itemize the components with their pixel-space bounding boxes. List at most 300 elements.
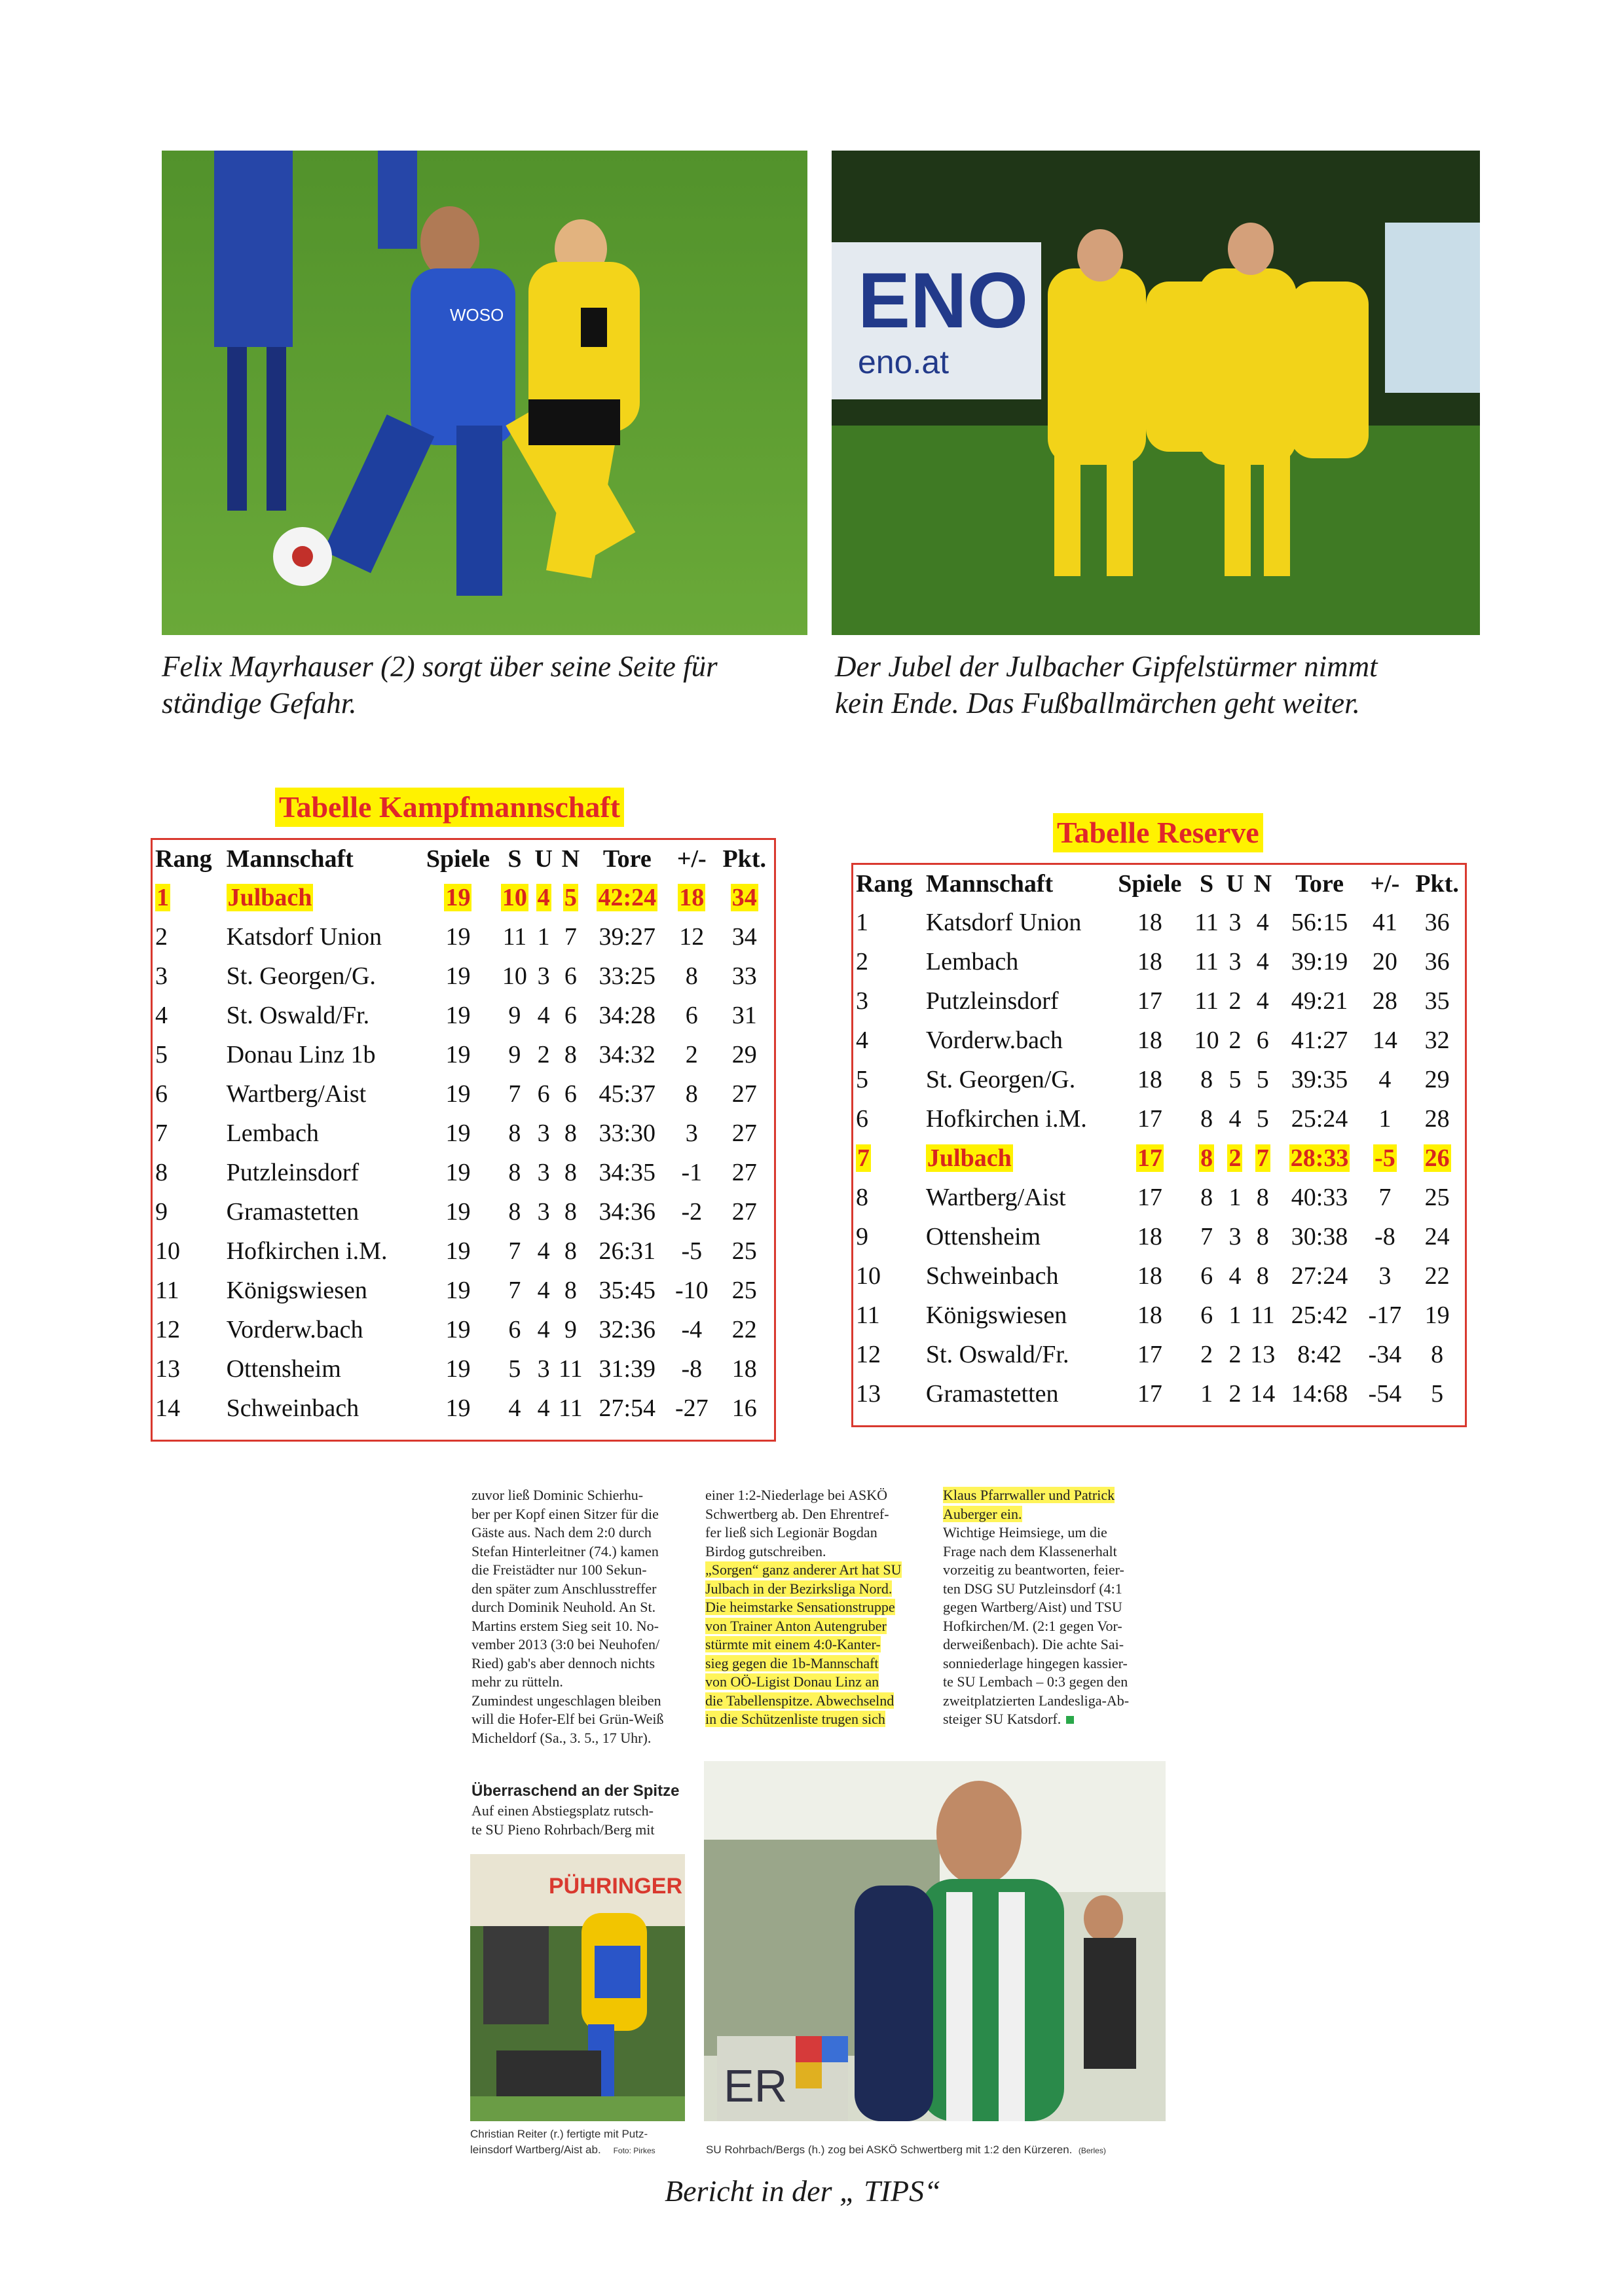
table-cell: 8 bbox=[685, 962, 698, 990]
table-cell: -2 bbox=[681, 1198, 703, 1226]
table-cell: 9 bbox=[564, 1316, 577, 1343]
column-header: S bbox=[1200, 870, 1214, 898]
table-cell: Wartberg/Aist bbox=[226, 1080, 367, 1108]
table-cell: -34 bbox=[1368, 1341, 1402, 1368]
table-cell: 7 bbox=[1256, 1144, 1269, 1172]
table-cell: 22 bbox=[731, 1316, 757, 1343]
table-cell: 32 bbox=[1424, 1027, 1450, 1054]
table-cell: 17 bbox=[1137, 1144, 1162, 1172]
table-cell: 2 bbox=[1228, 1144, 1242, 1172]
table-cell: 40:33 bbox=[1291, 1184, 1348, 1211]
column-header: Pkt. bbox=[722, 845, 766, 873]
table-cell: 10 bbox=[1194, 1027, 1219, 1054]
table-cell: 19 bbox=[445, 923, 471, 951]
table-cell: 10 bbox=[502, 884, 527, 911]
table-cell: Wartberg/Aist bbox=[925, 1184, 1066, 1211]
table-cell: 5 bbox=[508, 1355, 521, 1383]
table-cell: 8 bbox=[564, 1277, 577, 1304]
table-cell: Julbach bbox=[227, 884, 312, 911]
reserve-table-title: Tabelle Reserve bbox=[1053, 813, 1263, 852]
table-cell: 34:35 bbox=[599, 1159, 656, 1186]
table-row bbox=[853, 1099, 1465, 1139]
table-cell: 3 bbox=[1378, 1262, 1392, 1290]
table-row bbox=[853, 903, 1465, 942]
table-cell: 1 bbox=[1200, 1380, 1213, 1408]
table-cell: 20 bbox=[1372, 948, 1397, 975]
table-cell: 2 bbox=[537, 1041, 550, 1068]
table-cell: 30:38 bbox=[1291, 1223, 1348, 1250]
table-cell: Putzleinsdorf bbox=[226, 1159, 360, 1186]
table-cell: 5 bbox=[155, 1041, 168, 1068]
table-cell: 8 bbox=[685, 1080, 698, 1108]
table-cell: 11 bbox=[559, 1355, 583, 1383]
table-cell: 5 bbox=[856, 1066, 868, 1093]
clip-line: Julbach in der Bezirksliga Nord. bbox=[705, 1580, 893, 1597]
clip-line: Schwertberg ab. Den Ehrentref- bbox=[705, 1505, 889, 1522]
clip-line: gegen Wartberg/Aist) und TSU bbox=[943, 1599, 1122, 1615]
table-cell: 6 bbox=[1200, 1262, 1213, 1290]
caption-line: Christian Reiter (r.) fertigte mit Putz- bbox=[470, 2128, 648, 2140]
clip-line: sonniederlage hingegen kassier- bbox=[943, 1654, 1128, 1671]
table-row bbox=[153, 1310, 774, 1349]
table-cell: -8 bbox=[681, 1355, 703, 1383]
table-cell: 25:24 bbox=[1291, 1105, 1348, 1133]
table-cell: 8 bbox=[564, 1237, 577, 1265]
table-cell: 4 bbox=[1228, 1105, 1242, 1133]
table-cell: 6 bbox=[564, 962, 577, 990]
table-cell: 11 bbox=[502, 923, 527, 951]
table-cell: 18 bbox=[1137, 1302, 1162, 1329]
table-cell: 2 bbox=[856, 948, 868, 975]
table-cell: 16 bbox=[731, 1394, 757, 1422]
photo-caption-right bbox=[835, 648, 1378, 721]
clip-line: steiger SU Katsdorf. bbox=[943, 1710, 1166, 1729]
table-cell: 3 bbox=[856, 987, 868, 1015]
table-cell: 8 bbox=[1200, 1184, 1213, 1211]
table-cell: 3 bbox=[685, 1120, 698, 1147]
table-cell: 28 bbox=[1372, 987, 1397, 1015]
table-cell: 24 bbox=[1424, 1223, 1450, 1250]
table-cell: 19 bbox=[445, 1159, 471, 1186]
table-cell: 7 bbox=[508, 1277, 521, 1304]
table-cell: 14 bbox=[1250, 1380, 1276, 1408]
clip-sign-text: ER bbox=[724, 2060, 788, 2111]
table-cell: 1 bbox=[1228, 1302, 1242, 1329]
table-cell: 8 bbox=[1200, 1105, 1213, 1133]
table-cell: 3 bbox=[537, 962, 550, 990]
table-row bbox=[853, 981, 1465, 1021]
table-cell: 3 bbox=[537, 1159, 550, 1186]
clip-line: Die heimstarke Sensationstruppe bbox=[705, 1599, 895, 1615]
table-cell: 1 bbox=[537, 923, 550, 951]
table-cell: 2 bbox=[1228, 987, 1242, 1015]
table-cell: 10 bbox=[502, 962, 527, 990]
table-cell: 8 bbox=[508, 1120, 521, 1147]
table-cell: 18 bbox=[1137, 909, 1162, 936]
table-cell: 11 bbox=[856, 1302, 880, 1329]
table-cell: Julbach bbox=[927, 1144, 1012, 1172]
table-cell: 19 bbox=[445, 1316, 471, 1343]
table-cell: 13 bbox=[856, 1380, 881, 1408]
table-cell: 4 bbox=[508, 1394, 521, 1422]
table-cell: 19 bbox=[445, 1355, 471, 1383]
table-row bbox=[153, 1074, 774, 1114]
clip-column-1 bbox=[471, 1486, 693, 1747]
table-cell: 2 bbox=[1228, 1380, 1242, 1408]
table-cell: 45:37 bbox=[599, 1080, 656, 1108]
table-cell: 5 bbox=[1431, 1380, 1444, 1408]
clip-line: Auberger ein. bbox=[943, 1505, 1022, 1522]
table-cell: 34:32 bbox=[599, 1041, 656, 1068]
table-cell: 6 bbox=[685, 1002, 698, 1029]
column-header: N bbox=[1253, 870, 1272, 898]
table-cell: 9 bbox=[856, 1223, 868, 1250]
table-cell: -4 bbox=[681, 1316, 703, 1343]
table-cell: 31 bbox=[731, 1002, 757, 1029]
table-cell: Ottensheim bbox=[226, 1355, 341, 1383]
table-cell: 17 bbox=[1137, 1341, 1162, 1368]
table-cell: -54 bbox=[1368, 1380, 1402, 1408]
table-cell: 27:54 bbox=[599, 1394, 656, 1422]
table-cell: 8 bbox=[1431, 1341, 1444, 1368]
table-cell: 6 bbox=[564, 1002, 577, 1029]
table-cell: 1 bbox=[157, 884, 169, 911]
column-header: Rang bbox=[155, 845, 212, 873]
table-row bbox=[153, 878, 774, 917]
clip-line: Stefan Hinterleitner (74.) kamen bbox=[471, 1542, 659, 1559]
clip-banner-text: PÜHRINGER bbox=[549, 1874, 683, 1899]
table-row bbox=[153, 917, 774, 957]
clip-line: Klaus Pfarrwaller und Patrick bbox=[943, 1487, 1115, 1503]
table-cell: Königswiesen bbox=[226, 1277, 367, 1304]
table-cell: 4 bbox=[1256, 909, 1269, 936]
clip-line: „Sorgen“ ganz anderer Art hat SU bbox=[705, 1561, 902, 1578]
table-cell: Schweinbach bbox=[925, 1262, 1059, 1290]
column-header: U bbox=[1226, 870, 1244, 898]
table-cell: 8 bbox=[1256, 1223, 1269, 1250]
table-cell: Schweinbach bbox=[226, 1394, 360, 1422]
table-row bbox=[853, 1021, 1465, 1060]
clip-line: Ried) gab's aber dennoch nichts bbox=[471, 1654, 655, 1671]
table-cell: 7 bbox=[508, 1237, 521, 1265]
clip-photo2-caption bbox=[706, 2142, 1171, 2159]
table-cell: Putzleinsdorf bbox=[925, 987, 1059, 1015]
photo-celebration bbox=[832, 151, 1480, 635]
table-cell: 19 bbox=[445, 1120, 471, 1147]
kampf-table-header bbox=[153, 840, 774, 878]
table-cell: 56:15 bbox=[1291, 909, 1348, 936]
table-row bbox=[853, 1374, 1465, 1413]
footer-source: Bericht in der „ TIPS“ bbox=[665, 2174, 941, 2208]
table-cell: 9 bbox=[155, 1198, 168, 1226]
clip-line: vorzeitig zu beantworten, feier- bbox=[943, 1561, 1124, 1578]
table-cell: 25 bbox=[731, 1277, 757, 1304]
clip-line: durch Dominik Neuhold. An St. bbox=[471, 1599, 656, 1615]
table-cell: 1 bbox=[1228, 1184, 1242, 1211]
clip-line: die Tabellenspitze. Abwechselnd bbox=[705, 1692, 895, 1709]
table-cell: 36 bbox=[1424, 948, 1450, 975]
table-row bbox=[853, 1296, 1465, 1335]
clip-line: will die Hofer-Elf bei Grün-Weiß bbox=[471, 1711, 664, 1727]
table-cell: 19 bbox=[445, 1237, 471, 1265]
table-cell: 6 bbox=[1200, 1302, 1213, 1329]
table-cell: 6 bbox=[537, 1080, 550, 1108]
table-cell: 18 bbox=[731, 1355, 757, 1383]
table-cell: 2 bbox=[685, 1041, 698, 1068]
table-row bbox=[853, 1335, 1465, 1374]
clip-line: te SU Lembach – 0:3 gegen den bbox=[943, 1673, 1128, 1690]
table-cell: 49:21 bbox=[1291, 987, 1348, 1015]
table-cell: 35 bbox=[1424, 987, 1450, 1015]
table-cell: 4 bbox=[537, 884, 550, 911]
table-cell: 8 bbox=[856, 1184, 868, 1211]
clip-line: Micheldorf (Sa., 3. 5., 17 Uhr). bbox=[471, 1729, 652, 1746]
clip-photo-rohrbach bbox=[704, 1761, 1166, 2121]
table-cell: 26 bbox=[1424, 1144, 1450, 1172]
table-cell: 8:42 bbox=[1297, 1341, 1342, 1368]
table-cell: 3 bbox=[1228, 1223, 1242, 1250]
table-cell: 17 bbox=[1137, 1184, 1162, 1211]
table-cell: 17 bbox=[1137, 987, 1162, 1015]
caption-line: leinsdorf Wartberg/Aist ab. bbox=[470, 2143, 601, 2156]
clip-line: ten DSG SU Putzleinsdorf (4:1 bbox=[943, 1580, 1122, 1597]
table-cell: 6 bbox=[564, 1080, 577, 1108]
column-header: S bbox=[507, 845, 522, 873]
column-header: Rang bbox=[856, 870, 913, 898]
table-row bbox=[153, 996, 774, 1035]
table-row bbox=[153, 1349, 774, 1389]
column-header: Tore bbox=[602, 845, 652, 873]
table-cell: 6 bbox=[856, 1105, 868, 1133]
jersey-text: WOSO bbox=[450, 305, 504, 325]
table-cell: 14 bbox=[155, 1394, 180, 1422]
table-cell: -5 bbox=[1375, 1144, 1395, 1172]
clip-subheading: Überraschend an der Spitze bbox=[471, 1782, 680, 1800]
table-cell: 3 bbox=[1228, 909, 1242, 936]
table-cell: 8 bbox=[564, 1198, 577, 1226]
table-cell: 35:45 bbox=[599, 1277, 656, 1304]
table-cell: 8 bbox=[1256, 1184, 1269, 1211]
clip-line: stürmte mit einem 4:0-Kanter- bbox=[705, 1636, 881, 1652]
table-cell: 8 bbox=[508, 1198, 521, 1226]
table-cell: 18 bbox=[1137, 1262, 1162, 1290]
table-cell: 7 bbox=[508, 1080, 521, 1108]
table-cell: 7 bbox=[564, 923, 577, 951]
clip-line: von OÖ-Ligist Donau Linz an bbox=[705, 1673, 879, 1690]
table-cell: 4 bbox=[1228, 1262, 1242, 1290]
table-cell: Vorderw.bach bbox=[925, 1027, 1063, 1054]
table-cell: Hofkirchen i.M. bbox=[925, 1105, 1087, 1133]
reserve-table bbox=[851, 863, 1467, 1427]
table-cell: 3 bbox=[537, 1355, 550, 1383]
clip-subtext bbox=[471, 1802, 693, 1839]
table-row bbox=[853, 1217, 1465, 1256]
table-cell: 19 bbox=[445, 1002, 471, 1029]
table-cell: 41:27 bbox=[1291, 1027, 1348, 1054]
table-cell: 4 bbox=[537, 1394, 550, 1422]
table-cell: St. Georgen/G. bbox=[925, 1066, 1076, 1093]
table-row bbox=[853, 1139, 1465, 1178]
table-cell: 34 bbox=[731, 923, 757, 951]
table-cell: 27 bbox=[731, 1159, 757, 1186]
table-row bbox=[153, 1231, 774, 1271]
table-cell: 27 bbox=[731, 1080, 757, 1108]
table-cell: 4 bbox=[155, 1002, 168, 1029]
table-cell: 36 bbox=[1424, 909, 1450, 936]
photo-credit: Foto: Pirkes bbox=[613, 2146, 655, 2155]
table-cell: 9 bbox=[508, 1041, 521, 1068]
table-cell: 7 bbox=[857, 1144, 870, 1172]
clip-line: sieg gegen die 1b-Mannschaft bbox=[705, 1654, 879, 1671]
table-cell: 4 bbox=[537, 1237, 550, 1265]
table-row bbox=[153, 1153, 774, 1192]
table-cell: 25 bbox=[731, 1237, 757, 1265]
table-cell: 2 bbox=[1228, 1027, 1242, 1054]
clip-line: Gäste aus. Nach dem 2:0 durch bbox=[471, 1524, 652, 1540]
table-cell: Königswiesen bbox=[925, 1302, 1067, 1329]
table-cell: 33:30 bbox=[599, 1120, 656, 1147]
column-header: Mannschaft bbox=[226, 845, 354, 873]
table-cell: 29 bbox=[731, 1041, 757, 1068]
table-cell: 25:42 bbox=[1291, 1302, 1348, 1329]
table-cell: 19 bbox=[445, 1277, 471, 1304]
table-cell: 7 bbox=[1378, 1184, 1392, 1211]
table-row bbox=[853, 942, 1465, 981]
table-cell: 18 bbox=[1137, 948, 1162, 975]
table-cell: Katsdorf Union bbox=[925, 909, 1082, 936]
table-cell: -1 bbox=[681, 1159, 703, 1186]
table-cell: 33:25 bbox=[599, 962, 656, 990]
table-row bbox=[153, 1389, 774, 1428]
photo-credit: (Berles) bbox=[1078, 2146, 1106, 2155]
table-cell: 11 bbox=[1194, 948, 1219, 975]
table-row bbox=[153, 1271, 774, 1310]
table-cell: 8 bbox=[564, 1159, 577, 1186]
caption-line: SU Rohrbach/Bergs (h.) zog bei ASKÖ Schwertberg mit 1:2 den Kürzeren. bbox=[706, 2143, 1073, 2156]
table-cell: 2 bbox=[1228, 1341, 1242, 1368]
table-cell: 34:36 bbox=[599, 1198, 656, 1226]
table-cell: 5 bbox=[1228, 1066, 1242, 1093]
table-cell: 18 bbox=[679, 884, 705, 911]
table-cell: 28:33 bbox=[1290, 1144, 1349, 1172]
clip-line: mehr zu rütteln. bbox=[471, 1673, 563, 1690]
table-cell: 4 bbox=[537, 1002, 550, 1029]
table-cell: 19 bbox=[445, 1080, 471, 1108]
table-cell: 4 bbox=[537, 1316, 550, 1343]
table-cell: 12 bbox=[679, 923, 705, 951]
table-cell: 26:31 bbox=[599, 1237, 656, 1265]
clip-line: ber per Kopf einen Sitzer für die bbox=[471, 1505, 659, 1522]
table-cell: Vorderw.bach bbox=[226, 1316, 363, 1343]
column-header: Spiele bbox=[1118, 870, 1182, 898]
table-cell: -10 bbox=[674, 1277, 709, 1304]
caption-line: Der Jubel der Julbacher Gipfelstürmer nimmt bbox=[835, 650, 1378, 683]
table-cell: 18 bbox=[1137, 1066, 1162, 1093]
table-cell: 4 bbox=[1256, 987, 1269, 1015]
table-cell: 12 bbox=[155, 1316, 180, 1343]
table-cell: 19 bbox=[445, 1198, 471, 1226]
table-row bbox=[853, 1178, 1465, 1217]
photo-caption-left bbox=[162, 648, 718, 721]
kampf-table bbox=[151, 838, 776, 1442]
end-mark-icon bbox=[1066, 1716, 1074, 1724]
table-cell: 34:28 bbox=[599, 1002, 656, 1029]
table-cell: 8 bbox=[508, 1159, 521, 1186]
table-cell: 10 bbox=[155, 1237, 180, 1265]
clip-photo1-caption bbox=[470, 2126, 690, 2159]
sponsor-url-text: eno.at bbox=[858, 344, 950, 380]
table-cell: 5 bbox=[1256, 1105, 1269, 1133]
table-cell: 6 bbox=[1256, 1027, 1269, 1054]
table-cell: 1 bbox=[856, 909, 868, 936]
table-cell: 18 bbox=[1137, 1223, 1162, 1250]
table-cell: 18 bbox=[1137, 1027, 1162, 1054]
table-cell: 27 bbox=[731, 1120, 757, 1147]
table-cell: 39:27 bbox=[599, 923, 656, 951]
table-cell: 6 bbox=[155, 1080, 168, 1108]
clip-line: vember 2013 (3:0 bei Neuhofen/ bbox=[471, 1636, 660, 1652]
clip-column-3 bbox=[943, 1486, 1166, 1729]
table-cell: 7 bbox=[155, 1120, 168, 1147]
table-cell: 4 bbox=[856, 1027, 868, 1054]
table-cell: 4 bbox=[537, 1277, 550, 1304]
table-cell: 34 bbox=[731, 884, 757, 911]
table-row bbox=[153, 957, 774, 996]
table-cell: 19 bbox=[445, 962, 471, 990]
clip-line: Frage nach dem Klassenerhalt bbox=[943, 1542, 1117, 1559]
table-cell: 6 bbox=[508, 1316, 521, 1343]
column-header: Mannschaft bbox=[925, 870, 1054, 898]
caption-line: Felix Mayrhauser (2) sorgt über seine Seite für bbox=[162, 650, 718, 683]
table-cell: 27 bbox=[731, 1198, 757, 1226]
table-cell: 39:19 bbox=[1291, 948, 1348, 975]
table-cell: 3 bbox=[155, 962, 168, 990]
photo-duel bbox=[162, 151, 807, 635]
clip-line: Wichtige Heimsiege, um die bbox=[943, 1524, 1107, 1540]
column-header: Pkt. bbox=[1415, 870, 1459, 898]
table-cell: 2 bbox=[155, 923, 168, 951]
clip-line: in die Schützenliste trugen sich bbox=[705, 1711, 885, 1727]
table-cell: 19 bbox=[445, 1394, 471, 1422]
clip-line: Martins erstem Sieg seit 10. No- bbox=[471, 1617, 659, 1634]
table-cell: 5 bbox=[564, 884, 577, 911]
clip-line: zuvor ließ Dominic Schierhu- bbox=[471, 1487, 644, 1503]
table-cell: 13 bbox=[155, 1355, 180, 1383]
table-cell: 8 bbox=[1256, 1262, 1269, 1290]
caption-line: kein Ende. Das Fußballmärchen geht weiter. bbox=[835, 687, 1360, 720]
table-cell: 11 bbox=[1251, 1302, 1275, 1329]
clip-line: den später zum Anschlusstreffer bbox=[471, 1580, 657, 1597]
table-cell: Hofkirchen i.M. bbox=[226, 1237, 388, 1265]
table-cell: 8 bbox=[1200, 1144, 1213, 1172]
table-cell: 25 bbox=[1424, 1184, 1450, 1211]
table-cell: -17 bbox=[1368, 1302, 1402, 1329]
clip-column-2 bbox=[705, 1486, 928, 1729]
column-header: +/- bbox=[676, 845, 707, 873]
clip-line: te SU Pieno Rohrbach/Berg mit bbox=[471, 1821, 655, 1838]
table-cell: 4 bbox=[1256, 948, 1269, 975]
table-row bbox=[853, 1060, 1465, 1099]
table-cell: 12 bbox=[856, 1341, 881, 1368]
table-cell: 8 bbox=[564, 1041, 577, 1068]
table-cell: -8 bbox=[1375, 1223, 1395, 1250]
reserve-table-header bbox=[853, 865, 1465, 903]
table-cell: 10 bbox=[856, 1262, 881, 1290]
table-cell: 14:68 bbox=[1291, 1380, 1348, 1408]
table-cell: 3 bbox=[537, 1198, 550, 1226]
table-cell: 19 bbox=[1424, 1302, 1450, 1329]
clip-photo-reiter bbox=[470, 1854, 685, 2121]
